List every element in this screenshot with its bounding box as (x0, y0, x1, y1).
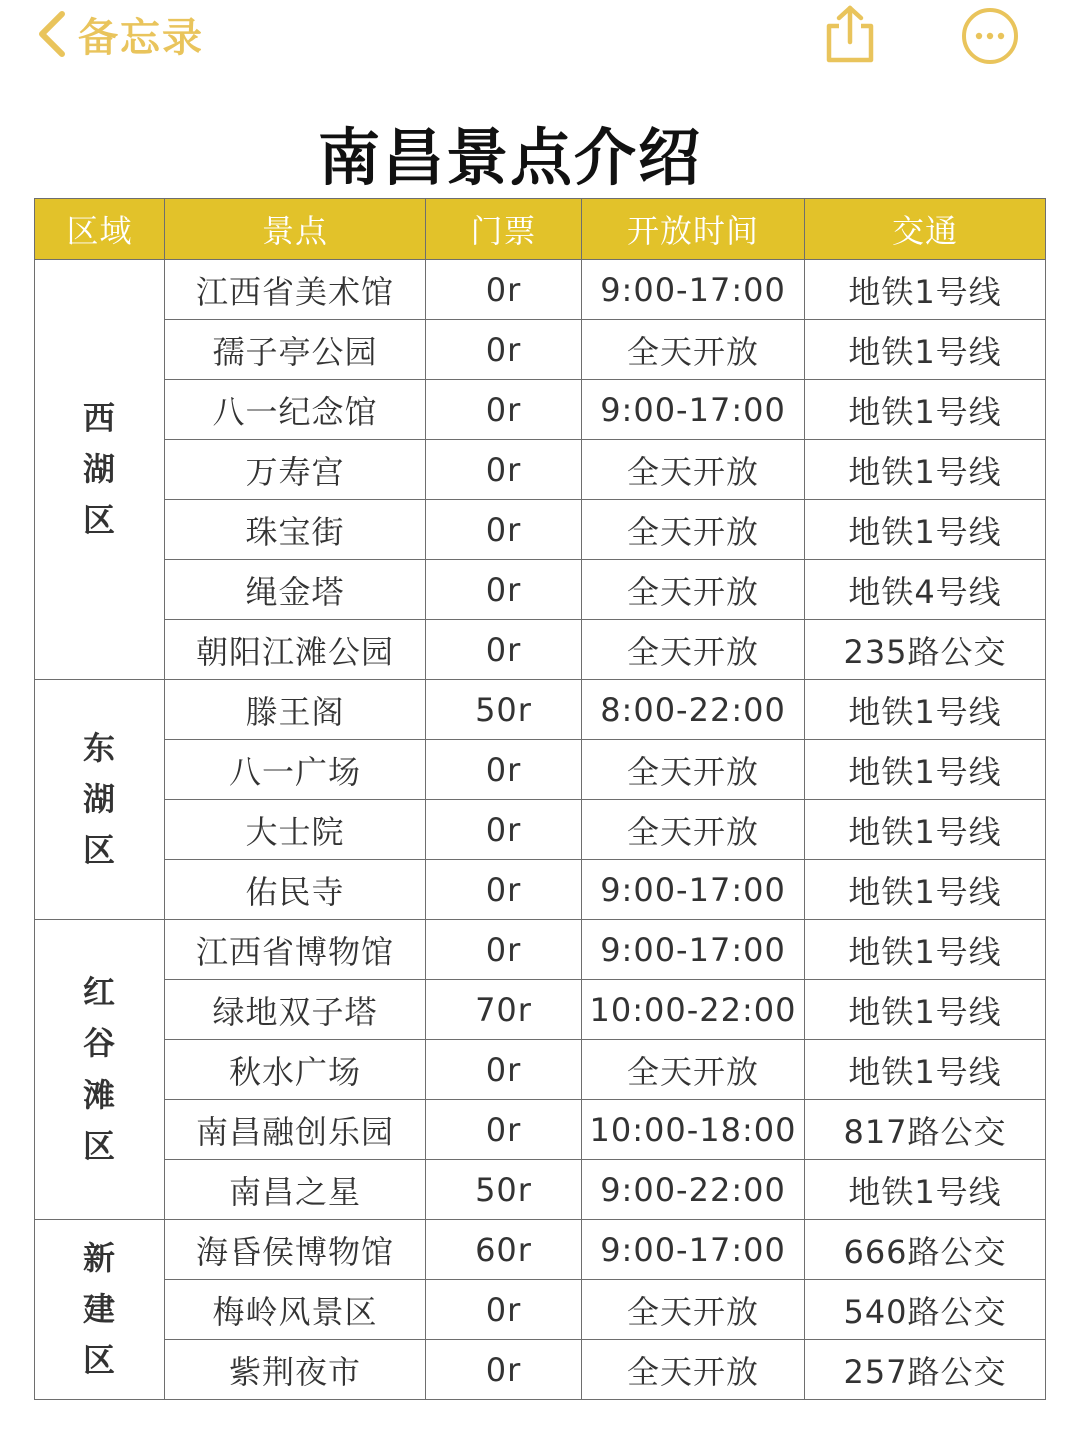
hours-cell: 全天开放 (582, 1040, 805, 1100)
transport-cell: 地铁1号线 (805, 800, 1046, 860)
table-row (35, 380, 1046, 440)
header-ticket: 门票 (426, 199, 582, 260)
hours-cell: 9:00-17:00 (582, 1220, 805, 1280)
ticket-cell: 0r (426, 740, 582, 800)
ticket-cell: 70r (426, 980, 582, 1040)
share-icon (822, 4, 878, 64)
attraction-cell: 朝阳江滩公园 (165, 620, 426, 680)
attraction-cell: 秋水广场 (165, 1040, 426, 1100)
region-label: 西湖区 (82, 398, 116, 540)
transport-cell: 地铁1号线 (805, 680, 1046, 740)
table-header-row (35, 199, 1046, 260)
table-row (35, 980, 1046, 1040)
hours-cell: 全天开放 (582, 1340, 805, 1400)
hours-cell: 全天开放 (582, 440, 805, 500)
ticket-cell: 0r (426, 860, 582, 920)
attraction-cell: 南昌融创乐园 (165, 1100, 426, 1160)
attraction-cell: 滕王阁 (165, 680, 426, 740)
transport-cell: 235路公交 (805, 620, 1046, 680)
ticket-cell: 0r (426, 620, 582, 680)
region-label: 东湖区 (82, 728, 116, 870)
region-cell (35, 260, 165, 680)
more-button[interactable] (960, 6, 1020, 66)
attraction-cell: 绳金塔 (165, 560, 426, 620)
attraction-cell: 万寿宫 (165, 440, 426, 500)
transport-cell: 地铁1号线 (805, 1160, 1046, 1220)
hours-cell: 9:00-17:00 (582, 380, 805, 440)
header-hours: 开放时间 (582, 199, 805, 260)
hours-cell: 9:00-17:00 (582, 260, 805, 320)
ticket-cell: 0r (426, 260, 582, 320)
transport-cell: 地铁1号线 (805, 380, 1046, 440)
hours-cell: 9:00-17:00 (582, 860, 805, 920)
transport-cell: 地铁1号线 (805, 740, 1046, 800)
region-label: 红谷滩区 (82, 973, 116, 1165)
table-row (35, 1160, 1046, 1220)
transport-cell: 地铁1号线 (805, 440, 1046, 500)
chevron-left-icon (34, 10, 68, 58)
table-row (35, 1340, 1046, 1400)
attraction-cell: 海昏侯博物馆 (165, 1220, 426, 1280)
attraction-cell: 梅岭风景区 (165, 1280, 426, 1340)
attraction-cell: 八一纪念馆 (165, 380, 426, 440)
ticket-cell: 50r (426, 680, 582, 740)
attraction-cell: 江西省博物馆 (165, 920, 426, 980)
attraction-cell: 佑民寺 (165, 860, 426, 920)
transport-cell: 817路公交 (805, 1100, 1046, 1160)
top-bar (0, 0, 1080, 70)
ticket-cell: 50r (426, 1160, 582, 1220)
region-label: 新建区 (82, 1238, 116, 1380)
hours-cell: 全天开放 (582, 320, 805, 380)
transport-cell: 666路公交 (805, 1220, 1046, 1280)
ticket-cell: 0r (426, 440, 582, 500)
hours-cell: 9:00-22:00 (582, 1160, 805, 1220)
header-transport: 交通 (805, 199, 1046, 260)
attraction-cell: 珠宝街 (165, 500, 426, 560)
ticket-cell: 0r (426, 320, 582, 380)
attraction-cell: 紫荆夜市 (165, 1340, 426, 1400)
hours-cell: 全天开放 (582, 560, 805, 620)
transport-cell: 地铁4号线 (805, 560, 1046, 620)
table-row (35, 680, 1046, 740)
transport-cell: 540路公交 (805, 1280, 1046, 1340)
hours-cell: 9:00-17:00 (582, 920, 805, 980)
transport-cell: 地铁1号线 (805, 1040, 1046, 1100)
hours-cell: 全天开放 (582, 740, 805, 800)
table-row (35, 260, 1046, 320)
hours-cell: 全天开放 (582, 500, 805, 560)
back-button[interactable] (34, 8, 204, 60)
table-row (35, 560, 1046, 620)
hours-cell: 8:00-22:00 (582, 680, 805, 740)
table-row (35, 920, 1046, 980)
attraction-cell: 南昌之星 (165, 1160, 426, 1220)
table-row (35, 1280, 1046, 1340)
ticket-cell: 0r (426, 1040, 582, 1100)
more-icon (960, 6, 1020, 66)
attraction-cell: 江西省美术馆 (165, 260, 426, 320)
ticket-cell: 0r (426, 1340, 582, 1400)
table-row (35, 1100, 1046, 1160)
ticket-cell: 0r (426, 1280, 582, 1340)
ticket-cell: 0r (426, 500, 582, 560)
region-cell (35, 1220, 165, 1400)
hours-cell: 10:00-22:00 (582, 980, 805, 1040)
ticket-cell: 0r (426, 380, 582, 440)
ticket-cell: 0r (426, 560, 582, 620)
transport-cell: 地铁1号线 (805, 980, 1046, 1040)
ticket-cell: 0r (426, 800, 582, 860)
table-row (35, 740, 1046, 800)
hours-cell: 全天开放 (582, 620, 805, 680)
table-row (35, 500, 1046, 560)
attraction-cell: 八一广场 (165, 740, 426, 800)
table-row (35, 440, 1046, 500)
table-row (35, 320, 1046, 380)
hours-cell: 全天开放 (582, 1280, 805, 1340)
header-region: 区域 (35, 199, 165, 260)
attraction-cell: 大士院 (165, 800, 426, 860)
attraction-cell: 孺子亭公园 (165, 320, 426, 380)
table-row (35, 620, 1046, 680)
ticket-cell: 0r (426, 920, 582, 980)
table-row (35, 800, 1046, 860)
transport-cell: 地铁1号线 (805, 860, 1046, 920)
back-label: 备忘录 (78, 14, 204, 61)
page-title: 南昌景点介绍 (317, 121, 702, 194)
header-attraction: 景点 (165, 199, 426, 260)
hours-cell: 10:00-18:00 (582, 1100, 805, 1160)
table-row (35, 1040, 1046, 1100)
transport-cell: 地铁1号线 (805, 500, 1046, 560)
attraction-cell: 绿地双子塔 (165, 980, 426, 1040)
table-row (35, 1220, 1046, 1280)
ticket-cell: 60r (426, 1220, 582, 1280)
table-row (35, 860, 1046, 920)
transport-cell: 地铁1号线 (805, 920, 1046, 980)
transport-cell: 257路公交 (805, 1340, 1046, 1400)
transport-cell: 地铁1号线 (805, 260, 1046, 320)
attractions-table (34, 198, 1046, 1400)
region-cell (35, 920, 165, 1220)
hours-cell: 全天开放 (582, 800, 805, 860)
region-cell (35, 680, 165, 920)
share-button[interactable] (822, 4, 878, 64)
transport-cell: 地铁1号线 (805, 320, 1046, 380)
ticket-cell: 0r (426, 1100, 582, 1160)
